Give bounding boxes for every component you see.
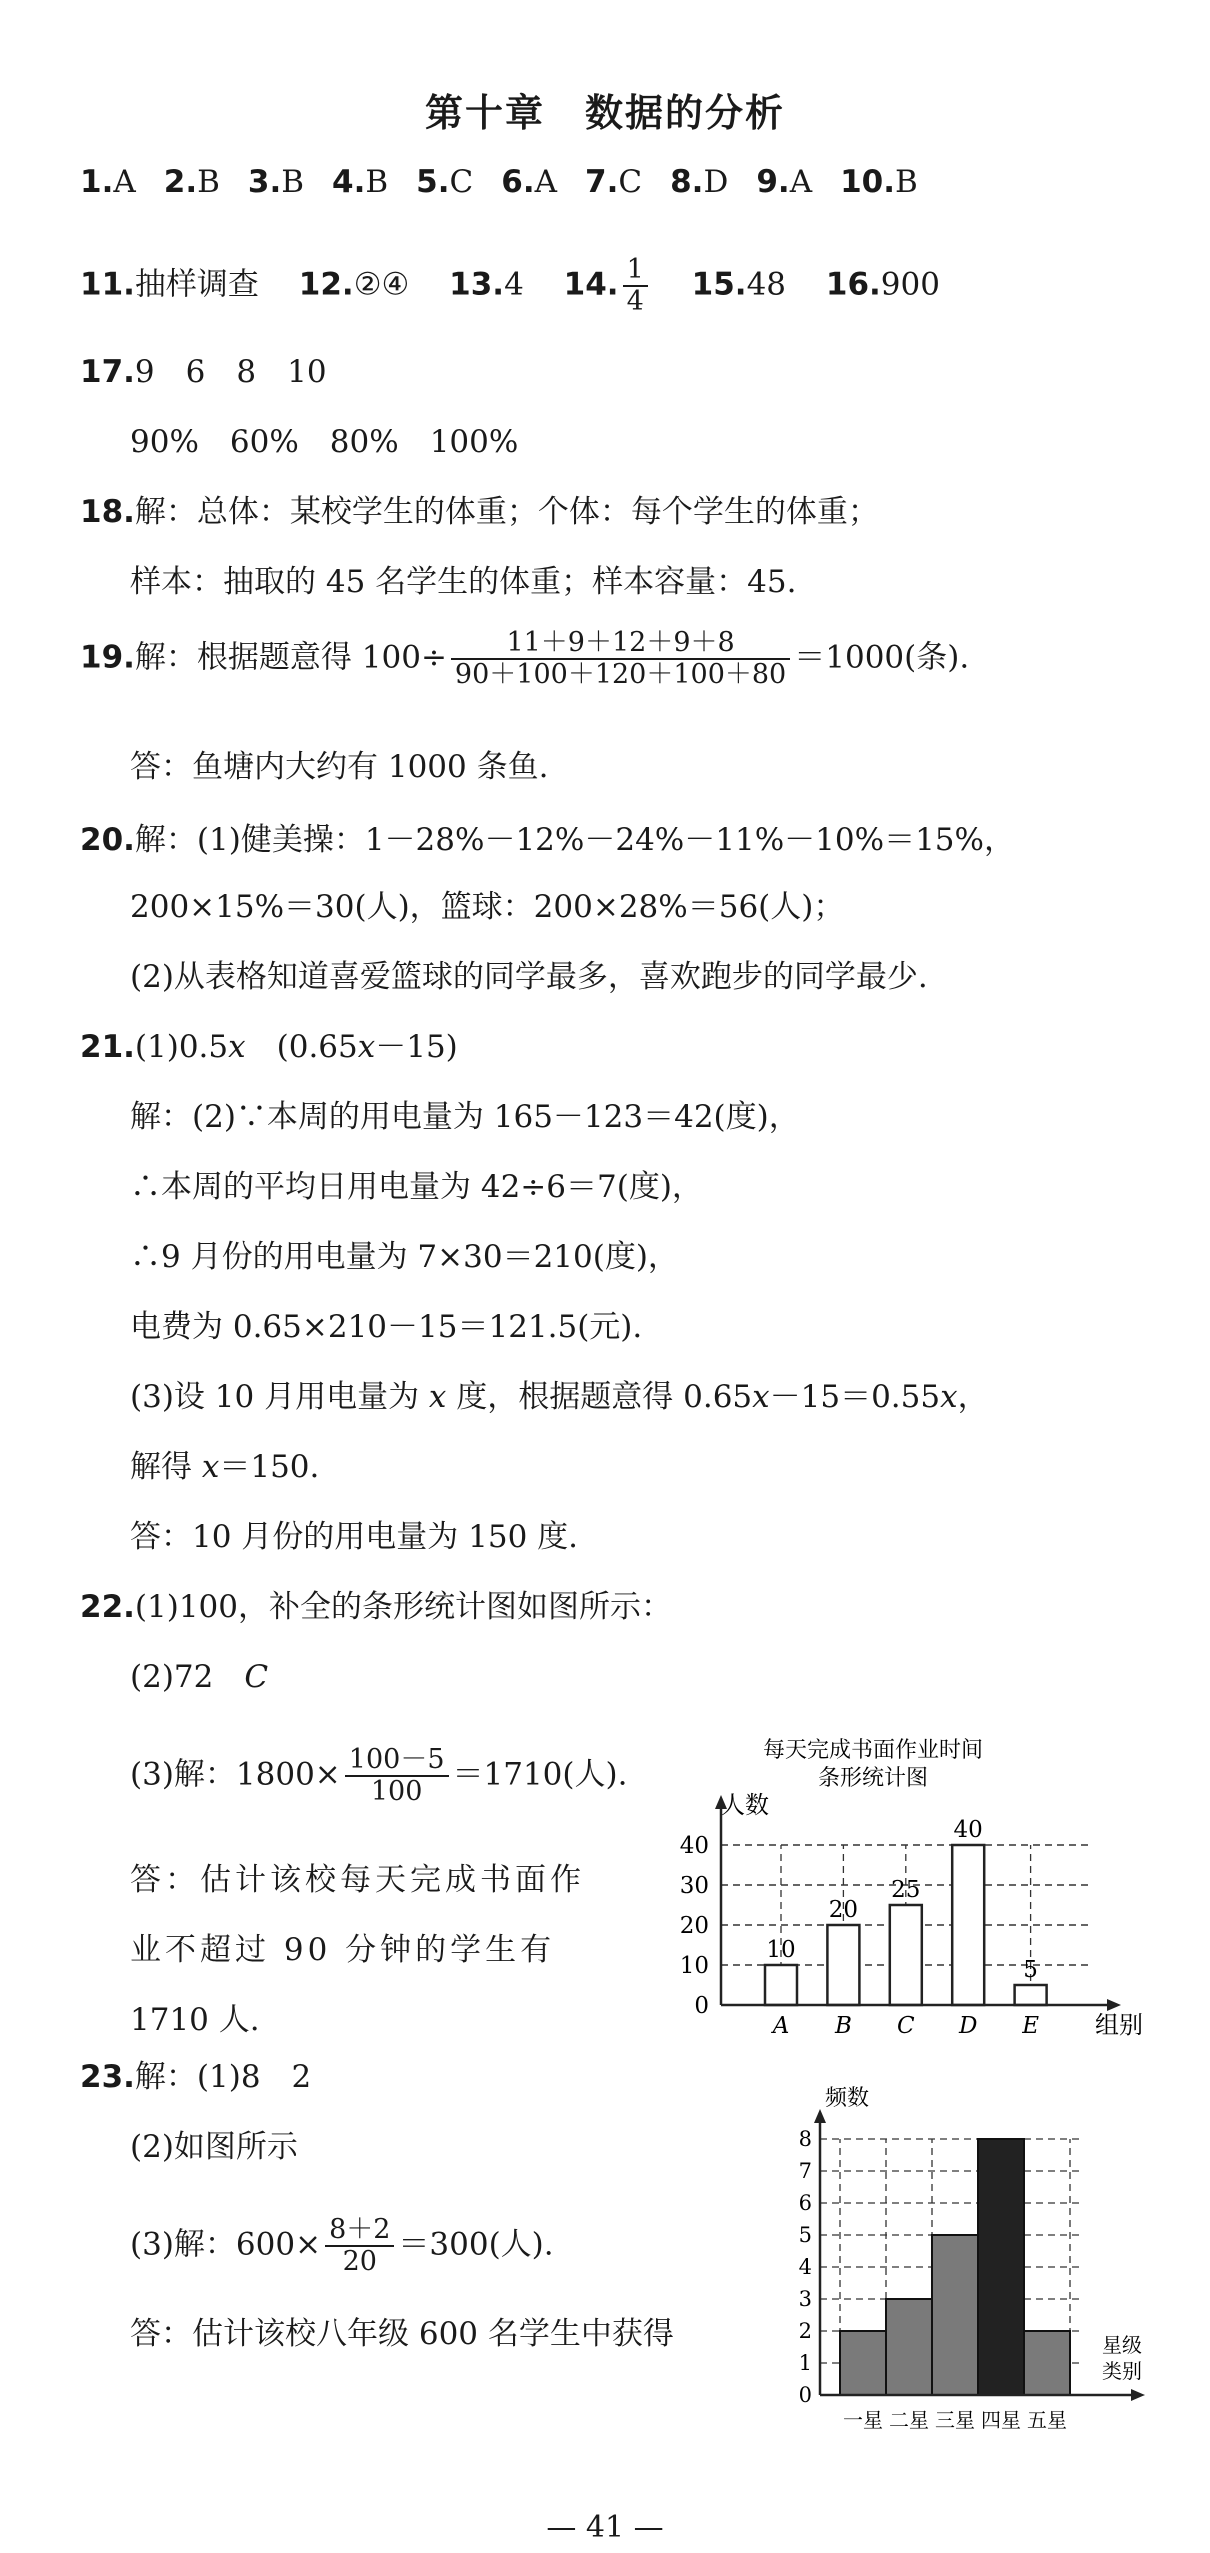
chart1-data-label: 25 [891, 1877, 921, 1903]
chart2-ytick: 2 [798, 2319, 812, 2343]
q19-answer: 答：鱼塘内大约有 1000 条鱼. [130, 749, 549, 785]
chart2-xtick: 三星 [935, 2408, 975, 2432]
chapter-title: 第十章 数据的分析 [424, 91, 785, 135]
q22-text2b: C [244, 1659, 269, 1695]
mc-number: 10. [840, 164, 895, 200]
q21-line1 [80, 1025, 458, 1069]
chart1-x-arrow [1107, 1999, 1121, 2011]
mc-number: 5. [416, 164, 450, 200]
chart1-ytick: 20 [679, 1913, 709, 1939]
chart2-ytick: 8 [798, 2127, 812, 2151]
chart1-bar [952, 1845, 984, 2005]
mc-answer: B [197, 164, 220, 200]
mc-answer: C [618, 164, 643, 200]
chart1-ytick: 0 [694, 1993, 709, 2019]
q14-numerator: 1 [623, 255, 648, 287]
q21-text7b: ＝150. [219, 1449, 320, 1485]
q17-line1 [80, 350, 327, 394]
chart2-ytick: 6 [798, 2191, 812, 2215]
chart1-xtick: D [958, 2013, 978, 2039]
q21-text1c: －15) [375, 1029, 458, 1065]
q17-number: 17. [80, 354, 135, 390]
q21-text1a: (1)0.5 [134, 1029, 229, 1065]
mc-item [756, 164, 812, 200]
chart2-ytick: 5 [798, 2223, 812, 2247]
mc-number: 9. [756, 164, 790, 200]
q23-fraction [325, 2215, 394, 2277]
q18-number: 18. [80, 494, 135, 530]
homework-time-bar-chart [655, 1735, 1175, 2040]
q23-line2: (2)如图所示 [130, 2129, 298, 2165]
mc-item [164, 164, 220, 200]
chart2-xlabel: 星级 [1102, 2333, 1142, 2357]
chart1-ytick: 10 [679, 1953, 709, 1979]
var-x: x [357, 1029, 376, 1065]
chart1-bar [1015, 1985, 1047, 2005]
chart2-xtick: 五星 [1027, 2408, 1067, 2432]
mc-item [670, 164, 728, 200]
fill-in-row [80, 255, 940, 317]
q11-answer: 抽样调查 [134, 266, 259, 303]
chart2-bar [840, 2331, 886, 2395]
mc-answer: A [534, 164, 558, 200]
mc-number: 7. [585, 164, 619, 200]
q19-number: 19. [80, 639, 135, 676]
chart1-title: 每天完成书面作业时间 [762, 1738, 984, 1763]
mc-item [332, 164, 388, 200]
q22-text1: (1)100，补全的条形统计图如图所示： [134, 1589, 673, 1625]
q17-row1: 9 6 8 10 [134, 354, 327, 390]
q21-text6c: －15＝0.55 [769, 1379, 941, 1415]
chart2-bar [978, 2139, 1024, 2395]
chart1-ytick: 40 [679, 1833, 709, 1859]
chart1-data-label: 20 [828, 1897, 859, 1923]
mc-number: 8. [670, 164, 704, 200]
q19-line1 [80, 628, 969, 690]
chart2-bar [1024, 2331, 1070, 2395]
chart1-xlabel: 组别 [1095, 2011, 1143, 2039]
q23-post: ＝300(人). [398, 2226, 554, 2263]
q22-answer2: 业不超过 90 分钟的学生有 [130, 1932, 556, 1968]
q17-row2: 90% 60% 80% 100% [130, 424, 519, 460]
chart2-bar [886, 2299, 932, 2395]
q22-fraction [345, 1745, 449, 1807]
mc-number: 1. [80, 164, 114, 200]
chart1-xtick: B [834, 2013, 852, 2039]
q22-line1 [80, 1585, 672, 1629]
q19-denominator: 90＋100＋120＋100＋80 [454, 659, 787, 690]
mc-answer: A [113, 164, 136, 200]
q23-text1: 解：(1)8 2 [134, 2059, 312, 2095]
q21-text1b: (0.65 [245, 1029, 358, 1065]
chart1-bar [765, 1965, 797, 2005]
q19-pre: 解：根据题意得 100÷ [134, 639, 447, 676]
q14-denominator: 4 [626, 286, 644, 317]
q22-line2 [130, 1655, 268, 1699]
chart2-xlabel-line2: 类别 [1102, 2359, 1142, 2383]
q21-text6b: 度，根据题意得 0.65 [446, 1379, 753, 1415]
mc-number: 6. [501, 164, 535, 200]
chart2-xtick: 一星 [843, 2408, 883, 2432]
q22-post: ＝1710(人). [452, 1756, 628, 1793]
q13-answer: 4 [504, 266, 524, 303]
chart2-ytick: 0 [798, 2383, 812, 2407]
q22-answer1: 答：估计该校每天完成书面作 [130, 1862, 585, 1898]
mc-answers-row [80, 160, 946, 204]
q16-number: 16. [825, 266, 881, 303]
page-number: — 41 — [546, 2510, 664, 2545]
q12-number: 12. [298, 266, 354, 303]
q21-line6 [130, 1375, 989, 1419]
mc-answer: B [895, 164, 918, 200]
q20-line3: (2)从表格知道喜爱篮球的同学最多，喜欢跑步的同学最少. [130, 959, 928, 995]
q23-number: 23. [80, 2059, 135, 2095]
mc-answer: A [789, 164, 813, 200]
q23-pre: (3)解：600× [130, 2226, 322, 2263]
q18-line1 [80, 490, 879, 534]
chart1-ytick: 30 [679, 1873, 709, 1899]
chart2-xtick: 四星 [981, 2408, 1021, 2432]
q23-line1 [80, 2055, 311, 2099]
q12-answer: ②④ [353, 266, 410, 303]
chart2-xtick: 二星 [889, 2408, 929, 2432]
q19-fraction [451, 628, 790, 690]
q21-line5: 电费为 0.65×210－15＝121.5(元). [130, 1309, 643, 1345]
q21-line7 [130, 1445, 319, 1489]
q20-number: 20. [80, 822, 135, 858]
chart1-data-label: 10 [766, 1937, 796, 1963]
q21-line8: 答：10 月份的用电量为 150 度. [130, 1519, 579, 1555]
chart1-data-label: 40 [953, 1817, 983, 1843]
q22-text2a: (2)72 [130, 1659, 245, 1695]
mc-answer: C [449, 164, 474, 200]
chart1-bar [890, 1905, 922, 2005]
mc-number: 2. [163, 164, 198, 200]
q21-text6a: (3)设 10 月用电量为 [130, 1379, 429, 1415]
q22-numerator: 100－5 [345, 1745, 449, 1777]
mc-item [416, 164, 473, 200]
q21-line2: 解：(2)∵本周的用电量为 165－123＝42(度)， [130, 1099, 800, 1135]
q18-text1: 解：总体：某校学生的体重；个体：每个学生的体重； [134, 494, 879, 530]
q19-numerator: 11＋9＋12＋9＋8 [451, 628, 790, 660]
q13-number: 13. [449, 266, 505, 303]
chart2-ytick: 7 [798, 2159, 812, 2183]
q21-line3: ∴本周的平均日用电量为 42÷6＝7(度)， [130, 1169, 703, 1205]
chart2-x-arrow [1131, 2389, 1145, 2401]
chart2-ytick: 3 [798, 2287, 812, 2311]
q22-answer3: 1710 人. [130, 2002, 260, 2038]
mc-item [248, 164, 304, 200]
q14-number: 14. [563, 266, 619, 303]
var-x: x [940, 1379, 958, 1415]
q22-number: 22. [80, 1589, 135, 1625]
chart1-data-label: 5 [1023, 1957, 1038, 1983]
chart1-bar [827, 1925, 859, 2005]
mc-item [80, 164, 136, 200]
chart1-xtick: C [896, 2013, 915, 2039]
mc-item [840, 164, 918, 200]
q22-pre: (3)解：1800× [130, 1756, 341, 1793]
mc-number: 3. [247, 164, 282, 200]
star-rating-histogram [770, 2080, 1170, 2445]
q18-line2: 样本：抽取的 45 名学生的体重；样本容量：45. [130, 564, 797, 600]
mc-answer: B [365, 164, 389, 200]
chart1-xtick: A [772, 2013, 790, 2039]
q21-line4: ∴9 月份的用电量为 7×30＝210(度)， [130, 1239, 679, 1275]
mc-item [501, 164, 557, 200]
var-x: x [752, 1379, 770, 1415]
q19-post: ＝1000(条). [794, 639, 970, 676]
chart2-ylabel: 频数 [825, 2086, 870, 2111]
chart1-xtick: E [1022, 2013, 1039, 2039]
q23-denominator: 20 [342, 2246, 377, 2277]
chart2-ytick: 4 [798, 2255, 812, 2279]
q20-text1: 解：(1)健美操：1－28%－12%－24%－11%－10%＝15%， [134, 822, 1015, 858]
q21-text7a: 解得 [130, 1449, 202, 1485]
mc-item [585, 164, 642, 200]
chart2-y-arrow [814, 2109, 826, 2123]
chart1-ylabel: 人数 [721, 1791, 769, 1819]
q23-numerator: 8＋2 [325, 2215, 394, 2247]
chart2-bar [932, 2235, 978, 2395]
chart2-ytick: 1 [798, 2351, 812, 2375]
var-x: x [428, 1379, 447, 1415]
mc-answer: D [703, 164, 729, 200]
chart1-subtitle: 条形统计图 [817, 1766, 929, 1791]
q21-number: 21. [80, 1029, 135, 1065]
q15-number: 15. [691, 266, 747, 303]
q22-denominator: 100 [370, 1776, 423, 1807]
q16-answer: 900 [880, 266, 940, 303]
q11-number: 11. [80, 266, 135, 303]
q15-answer: 48 [746, 266, 787, 303]
var-x: x [228, 1029, 246, 1065]
q21-text6d: ， [957, 1379, 989, 1415]
q14-fraction [623, 255, 648, 317]
q20-line2: 200×15%＝30(人)，篮球：200×28%＝56(人)； [130, 889, 845, 925]
q23-answer: 答：估计该校八年级 600 名学生中获得 [130, 2316, 674, 2352]
q20-line1 [80, 818, 1015, 862]
mc-number: 4. [332, 164, 366, 200]
q23-line3 [130, 2215, 554, 2277]
var-x: x [201, 1449, 220, 1485]
mc-answer: B [281, 164, 305, 200]
q22-line3 [130, 1745, 627, 1807]
